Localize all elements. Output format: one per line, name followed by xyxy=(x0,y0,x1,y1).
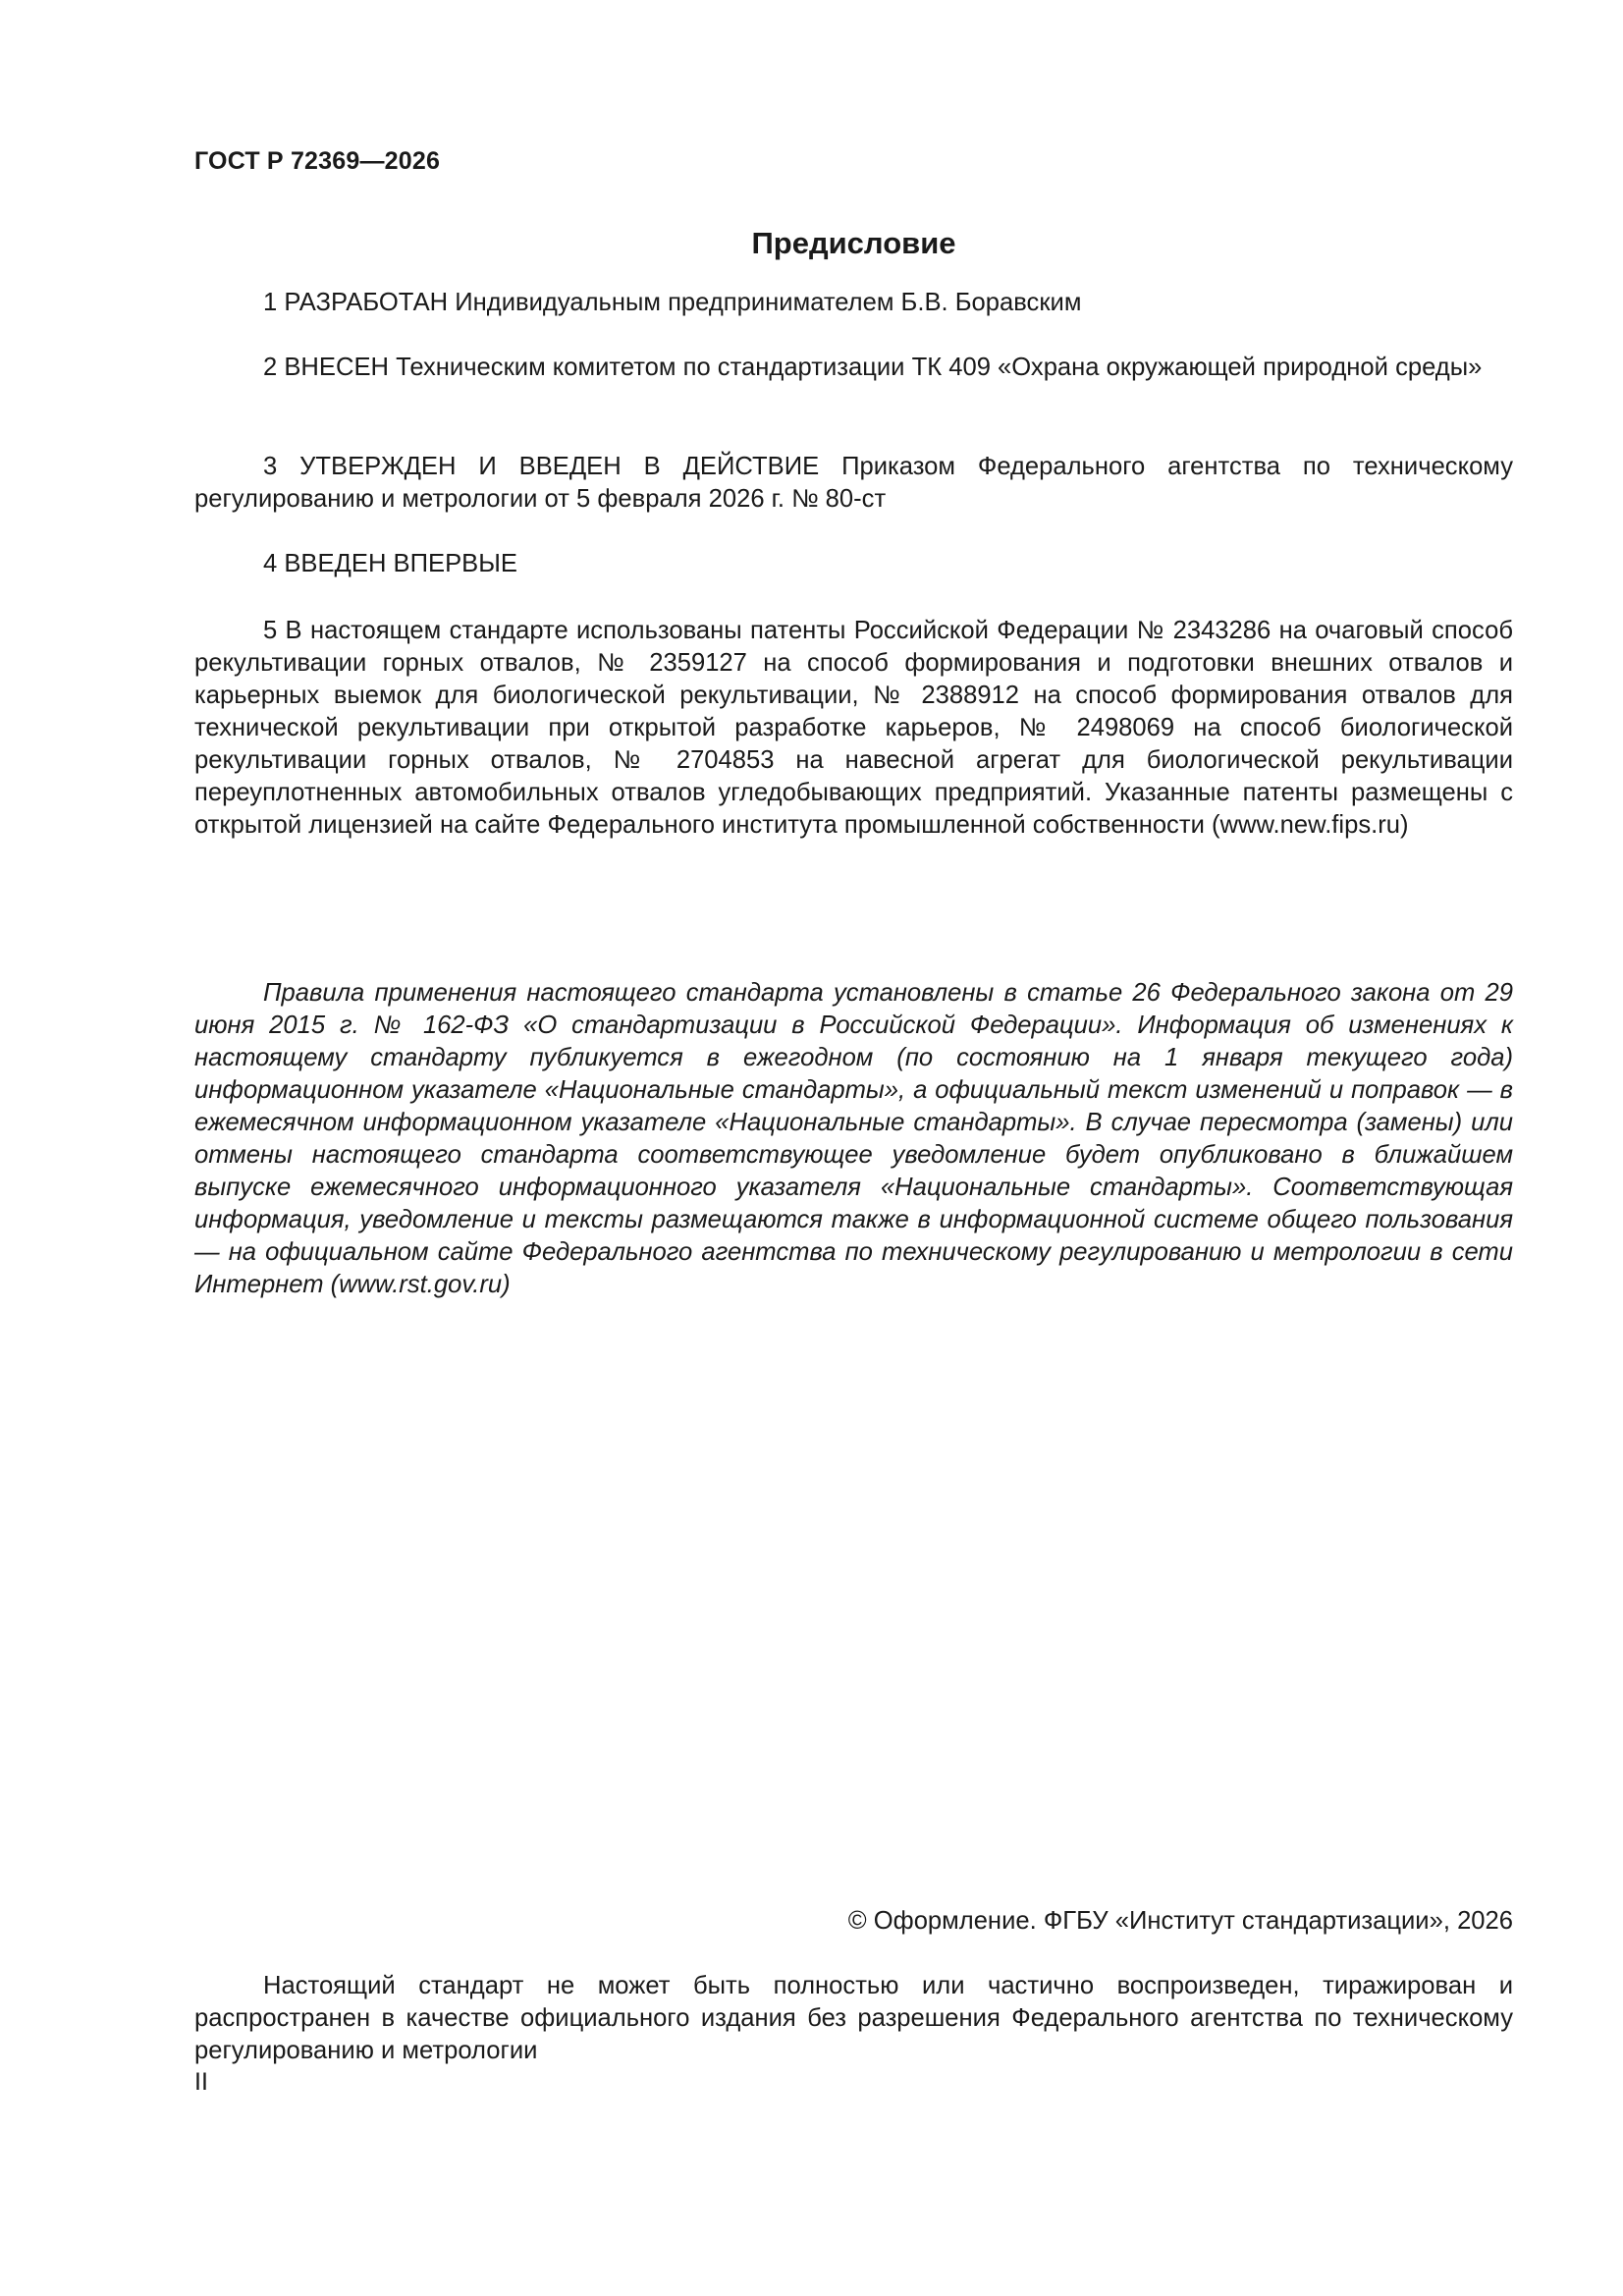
foreword-item-5: 5 В настоящем стандарте использованы патенты Российской Федерации № 2343286 на очаговый способ рекультивации горных отвалов, № 2359127 на способ формирования и подготовки внешних отвалов и карьерных выемок для биологической рекультивации, № 2388912 на способ формирования отвалов для технической рекультивации при открытой разработке карьеров, № 2498069 на способ биологической рекультивации горных отвалов, № 2704853 на навесной агрегат для биологической рекультивации переуплотненных автомобильных отвалов угледобывающих предприятий. Указанные патенты размещены с открытой лицензией на сайте Федерального института промышленной собственности (www.new.fips.ru) xyxy=(194,617,1513,839)
foreword-item-4: 4 ВВЕДЕН ВПЕРВЫЕ xyxy=(263,550,517,577)
document-code: ГОСТ Р 72369—2026 xyxy=(194,147,441,175)
rules-of-application: Правила применения настоящего стандарта установлены в статье 26 Федерального закона от 29 июня 2015 г. № 162-ФЗ «О стандартизации в Российской Федерации». Информация об изменениях к настоящему стандарту публикуется в ежегодном (по состоянию на 1 января текущего года) информационном указателе «Национальные стандарты», а официальный текст изменений и поправок — в ежемесячном информационном указателе «Национальные стандарты». В случае пересмотра (замены) или отмены настоящего стандарта соответствующее уведомление будет опубликовано в ближайшем выпуске ежемесячного информационного указателя «Национальные стандарты». Соответствующая информация, уведомление и тексты размещаются также в информационной системе общего пользования — на официальном сайте Федерального агентства по техническому регулированию и метрологии в сети Интернет (www.rst.gov.ru) xyxy=(194,979,1513,1298)
foreword-item-1: 1 РАЗРАБОТАН Индивидуальным предпринимателем Б.В. Боравским xyxy=(263,289,1082,316)
foreword-item-2: 2 ВНЕСЕН Техническим комитетом по стандартизации ТК 409 «Охрана окружающей природной среды» xyxy=(263,354,1483,381)
page-title: Предисловие xyxy=(751,226,956,260)
foreword-item-3: 3 УТВЕРЖДЕН И ВВЕДЕН В ДЕЙСТВИЕ Приказом Федерального агентства по техническому регулированию и метрологии от 5 февраля 2026 г. № 80-ст xyxy=(194,453,1513,513)
reproduction-notice: Настоящий стандарт не может быть полностью или частично воспроизведен, тиражирован и распространен в качестве официального издания без разрешения Федерального агентства по техническому регулированию и метрологии xyxy=(194,1972,1513,2064)
copyright-line: © Оформление. ФГБУ «Институт стандартизации», 2026 xyxy=(847,1907,1513,1935)
page-number: II xyxy=(194,2068,208,2096)
